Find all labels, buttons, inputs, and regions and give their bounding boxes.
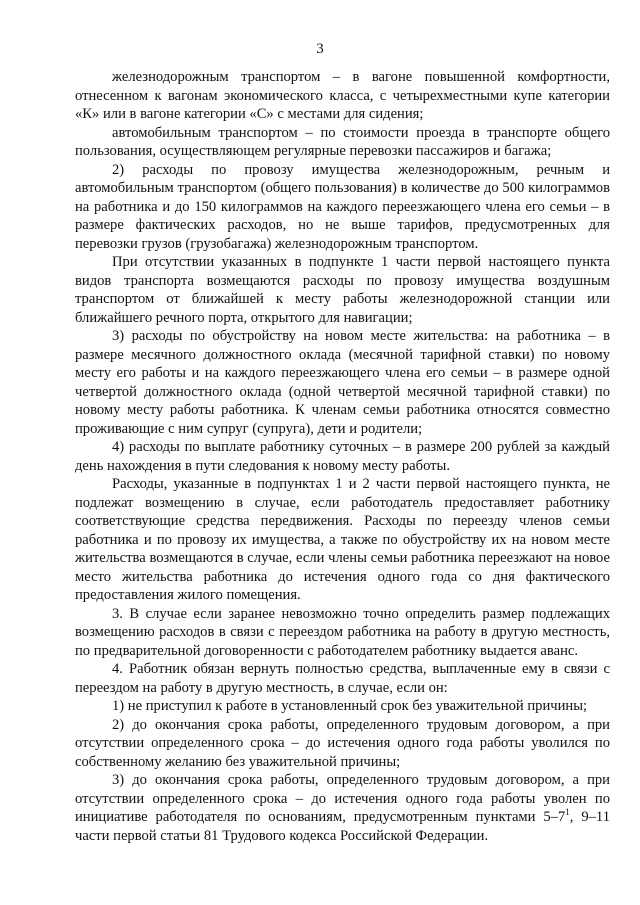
paragraph-daily-allowance: 4) расходы по выплате работнику суточных – в размере 200 рублей за каждый день нахождения в пути следования к новому месту работы. bbox=[75, 439, 610, 474]
paragraph-property-transport: 2) расходы по провозу имущества железнодорожным, речным и автомобильным транспортом (общего пользования) в количестве до 500 килограммов на работника и до 150 килограммов на каждого переезжающего члена его семьи – в размере фактических расходов, но не выше тарифов, предусмотренных для перевозки грузов (грузобагажа) железнодорожным транспортом. bbox=[75, 161, 610, 252]
paragraph-air-transport: При отсутствии указанных в подпункте 1 части первой настоящего пункта видов транспорта возмещаются расходы по провозу имущества воздушным транспортом от ближайшей к месту работы железнодорожной станции или ближайшего речного порта, открытого для навигации; bbox=[75, 254, 610, 326]
refund-case-3-text: 3) до окончания срока работы, определенного трудовым договором, а при отсутствии определенного срока – до истечения одного года работы уволен по инициативе работодателя по основаниям, предусмотренным пунктами 5–7 bbox=[75, 772, 610, 825]
refund-case-3-text-end: , 9–11 части первой статьи 81 Трудового кодекса Российской Федерации. bbox=[75, 809, 610, 844]
paragraph-refund-case-1: 1) не приступил к работе в установленный срок без уважительной причины; bbox=[112, 698, 588, 714]
paragraph-non-reimbursable: Расходы, указанные в подпунктах 1 и 2 части первой настоящего пункта, не подлежат возмещению в случае, если работодатель предоставляет работнику соответствующие средства передвижения. Расходы по переезду членов семьи работника и по провозу их имущества, а также по обустройству их на новом месте жительства возмещаются в случае, если члены семьи работника переезжают на новое место жительства работника до истечения одного года со дня фактического предоставления жилого помещения. bbox=[75, 476, 610, 603]
paragraph-advance: 3. В случае если заранее невозможно точно определить размер подлежащих возмещению расходов в связи с переездом работника на работу в другую местность, по предварительной договоренности с работодателем работнику выдается аванс. bbox=[75, 605, 610, 659]
paragraph-settling-expenses: 3) расходы по обустройству на новом месте жительства: на работника – в размере месячного должностного оклада (месячной тарифной ставки) по новому месту его работы и на каждого переезжающего члена его семьи – в размере одной четвертой должностного оклада (одной четвертой месячной тарифной ставки) по новому месту работы работника. К членам семьи работника относятся совместно проживающие с ним супруг (супруга), дети и родители; bbox=[75, 328, 610, 437]
paragraph-refund-case-2: 2) до окончания срока работы, определенного трудовым договором, а при отсутствии определенного срока – до истечения одного года работы уволился по собственному желанию без уважительной причины; bbox=[75, 716, 610, 770]
footnote-superscript: 1 bbox=[565, 807, 570, 818]
document-body bbox=[75, 68, 610, 845]
paragraph-refund-obligation: 4. Работник обязан вернуть полностью средства, выплаченные ему в связи с переездом на работу в другую местность, в случае, если он: bbox=[75, 661, 610, 696]
page-number: 3 bbox=[316, 41, 324, 57]
paragraph-rail-transport: железнодорожным транспортом – в вагоне повышенной комфортности, отнесенном к вагонам экономического класса, с четырехместными купе категории «К» или в вагоне категории «С» с местами для сидения; bbox=[75, 69, 610, 122]
paragraph-road-transport: автомобильным транспортом – по стоимости проезда в транспорте общего пользования, осуществляющем регулярные перевозки пассажиров и багажа; bbox=[75, 124, 610, 159]
paragraph-refund-case-3 bbox=[75, 771, 610, 845]
